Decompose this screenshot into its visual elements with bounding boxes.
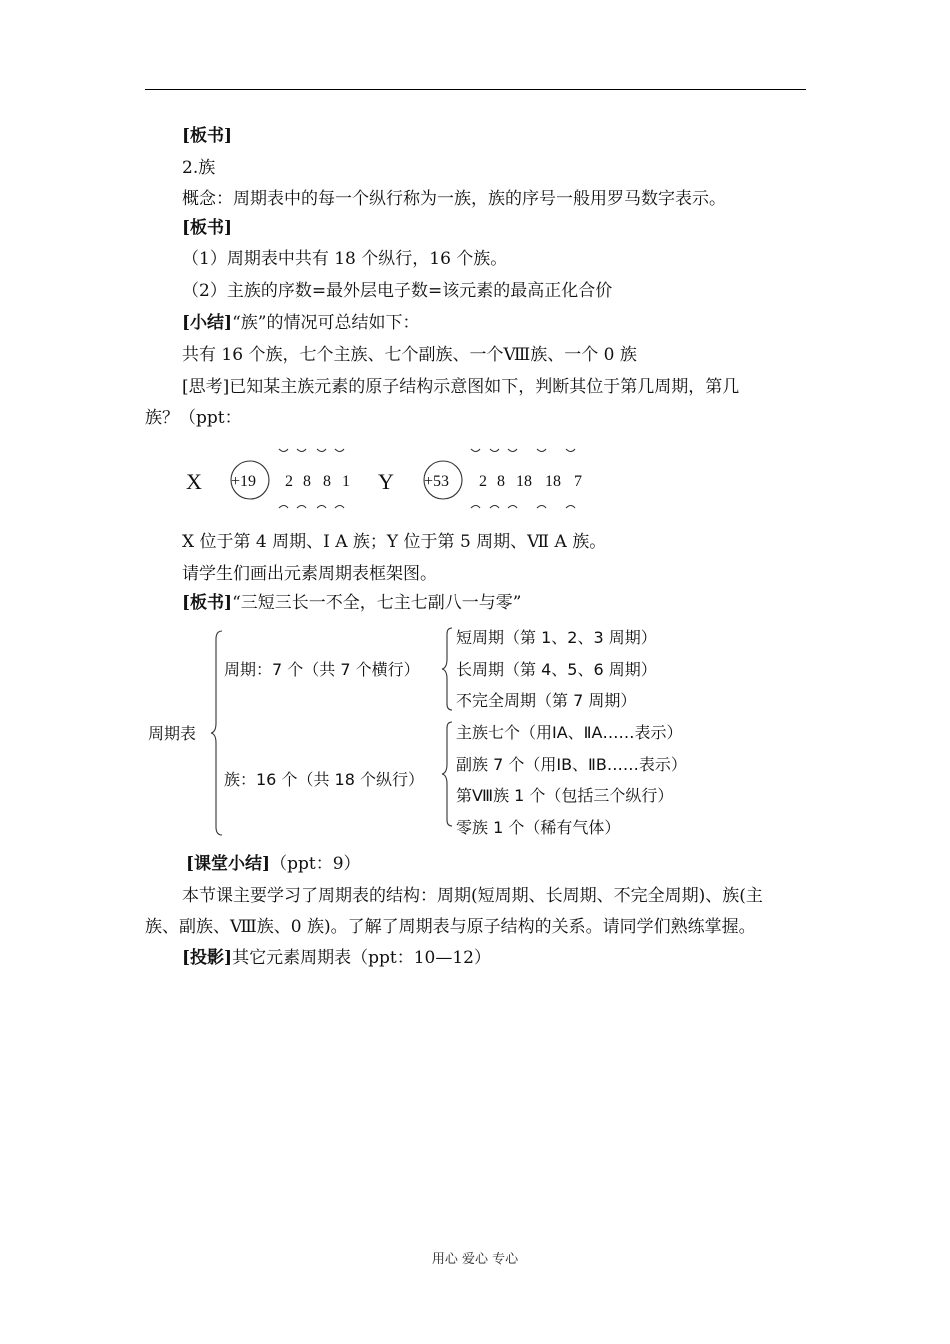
- body-line-1: 本节课主要学习了周期表的结构：周期(短周期、长周期、不完全周期)、族(主: [182, 886, 763, 906]
- arc-x4-top: [335, 449, 344, 452]
- period-label: 周期：7 个（共 7 个横行）: [224, 660, 420, 679]
- atom-y-shell: 18: [545, 473, 561, 490]
- point-2: （2）主族的序数=最外层电子数=该元素的最高正化合价: [182, 281, 613, 301]
- atom-x-shell: 8: [323, 473, 331, 490]
- group-item: 主族七个（用ⅠA、ⅡA……表示）: [456, 723, 683, 742]
- think-line-2: 族？（ppt：: [145, 408, 242, 428]
- group-item: 零族 1 个（稀有气体）: [456, 818, 621, 837]
- arc-y3-bot: [508, 506, 517, 509]
- ask-line: 请学生们画出元素周期表框架图。: [182, 564, 437, 584]
- board-mnemonic: [182, 591, 521, 615]
- group-count-line: 共有 16 个族，七个主族、七个副族、一个Ⅷ族、一个 0 族: [182, 345, 637, 365]
- class-summary-heading: [186, 852, 361, 876]
- period-item: 不完全周期（第 7 周期）: [456, 691, 637, 710]
- brace-group: [442, 722, 452, 826]
- atom-y-shell: 2: [479, 473, 487, 490]
- summary-tag: [小结]: [182, 313, 233, 333]
- group-label: 族：16 个（共 18 个纵行）: [224, 770, 424, 789]
- group-item: 副族 7 个（用ⅠB、ⅡB……表示）: [456, 755, 687, 774]
- arc-y1-bot: [471, 506, 480, 509]
- arc-y5-top: [566, 449, 575, 452]
- period-item: 长周期（第 4、5、6 周期）: [456, 660, 657, 679]
- class-summary-tag: [课堂小结]: [186, 854, 271, 874]
- projection-line: [182, 946, 491, 970]
- atom-y-symbol: Y: [378, 469, 394, 494]
- arc-x3-top: [317, 449, 326, 452]
- atom-x-shell: 2: [285, 473, 293, 490]
- diagram-root-label: 周期表: [148, 724, 197, 743]
- arc-x3-bot: [317, 506, 326, 509]
- arc-y2-top: [490, 449, 499, 452]
- section-heading: 2.族: [182, 158, 216, 178]
- board-tag-3: [板书]: [182, 593, 233, 613]
- atom-y-shell: 7: [574, 473, 582, 490]
- brace-root: [211, 631, 222, 835]
- arc-y4-top: [537, 449, 546, 452]
- arc-x2-bot: [297, 506, 306, 509]
- point-1: （1）周期表中共有 18 个纵行，16 个族。: [182, 249, 508, 269]
- arc-x4-bot: [335, 506, 344, 509]
- projection-text: 其它元素周期表（ppt：10—12）: [232, 948, 491, 968]
- arc-x1-bot: [279, 506, 288, 509]
- arc-y1-top: [471, 449, 480, 452]
- page-footer: 用心 爱心 专心: [431, 1252, 519, 1267]
- arc-x1-top: [279, 449, 288, 452]
- atom-x-shell: 1: [342, 473, 350, 490]
- brace-period: [442, 628, 452, 710]
- think-line-1: [思考]已知某主族元素的原子结构示意图如下，判断其位于第几周期，第几: [182, 377, 740, 397]
- arc-x2-top: [297, 449, 306, 452]
- atom-y-nucleus: +53: [424, 473, 450, 490]
- body-line-2: 族、副族、Ⅷ族、0 族)。了解了周期表与原子结构的关系。请同学们熟练掌握。: [145, 917, 756, 937]
- arc-y2-bot: [490, 506, 499, 509]
- mnemonic-text: “三短三长一不全，七主七副八一与零”: [232, 593, 522, 613]
- answer-line: X 位于第 4 周期、Ⅰ A 族；Y 位于第 5 周期、Ⅶ A 族。: [182, 532, 607, 552]
- atom-x-shell: 8: [303, 473, 311, 490]
- atom-x-symbol: X: [186, 469, 202, 494]
- concept-text: 概念：周期表中的每一个纵行称为一族，族的序号一般用罗马数字表示。: [182, 189, 726, 209]
- group-item: 第Ⅷ族 1 个（包括三个纵行）: [456, 786, 674, 805]
- arc-y4-bot: [537, 506, 546, 509]
- atom-x-nucleus: +19: [231, 473, 257, 490]
- summary-text: “族”的情况可总结如下：: [232, 313, 420, 333]
- arc-y5-bot: [566, 506, 575, 509]
- period-item: 短周期（第 1、2、3 周期）: [456, 628, 657, 647]
- projection-tag: [投影]: [182, 948, 233, 968]
- atom-y-shell: 8: [497, 473, 505, 490]
- atom-y-shell: 18: [516, 473, 532, 490]
- board-tag-1: [板书]: [182, 126, 233, 146]
- class-summary-ref: （ppt：9）: [270, 854, 361, 874]
- board-tag-2: [板书]: [182, 218, 233, 238]
- arc-y3-top: [508, 449, 517, 452]
